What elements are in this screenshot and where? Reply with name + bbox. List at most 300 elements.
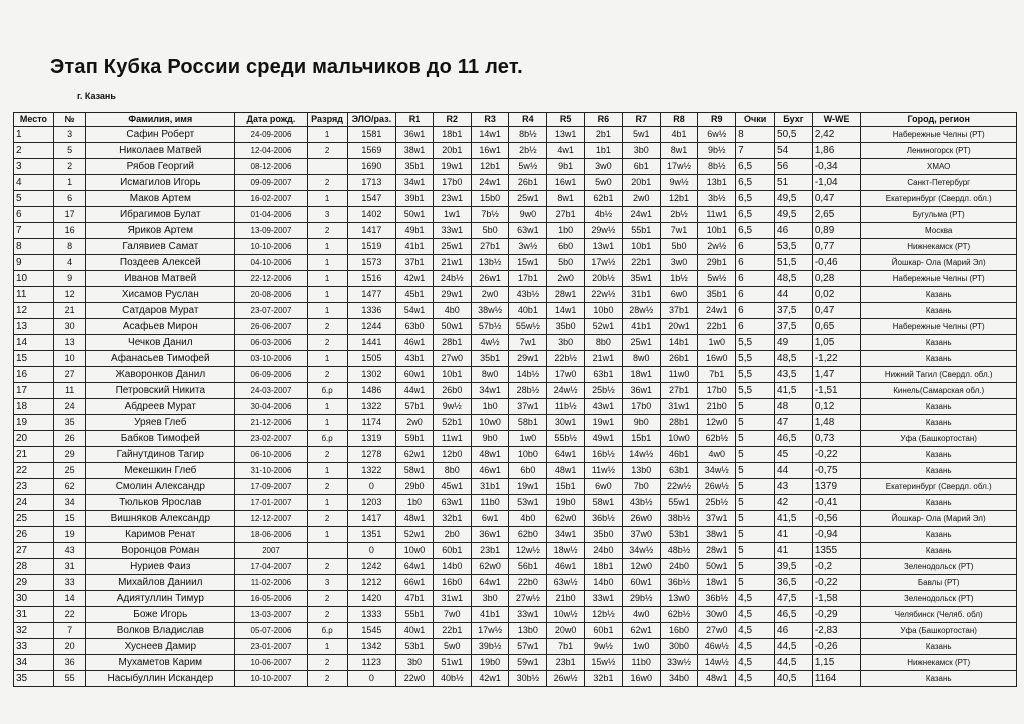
cell-points: 6 [736,271,775,287]
cell-round-1: 43b1 [396,351,434,367]
table-row [14,367,1017,383]
cell-birth-date: 10-10-2006 [235,239,307,255]
table-row [14,223,1017,239]
cell-round-7: 16w0 [622,671,660,687]
cell-number: 31 [53,559,85,575]
cell-player-name: Абдреев Мурат [86,399,235,415]
cell-round-6: 15w½ [585,655,623,671]
cell-birth-date: 16-05-2006 [235,591,307,607]
cell-round-5: 27b1 [547,207,585,223]
cell-place: 32 [14,623,54,639]
cell-w-we: 0,47 [812,303,861,319]
cell-round-6: 16b½ [585,447,623,463]
table-row [14,559,1017,575]
cell-round-8: 46b1 [660,447,698,463]
cell-place: 17 [14,383,54,399]
cell-number: 4 [53,255,85,271]
cell-round-5: 14w1 [547,303,585,319]
cell-round-5: 24w½ [547,383,585,399]
cell-elo: 1203 [347,495,396,511]
cell-round-8: 22w½ [660,479,698,495]
cell-birth-date: 17-04-2007 [235,559,307,575]
cell-player-name: Боже Игорь [86,607,235,623]
cell-number: 27 [53,367,85,383]
cell-round-4: 12w½ [509,543,547,559]
cell-birth-date: 06-09-2006 [235,367,307,383]
cell-round-8: 27b1 [660,383,698,399]
cell-round-1: 22w0 [396,671,434,687]
cell-round-6: 60b1 [585,623,623,639]
table-row [14,655,1017,671]
cell-buchholz: 46,5 [775,431,813,447]
cell-round-6: 21w1 [585,351,623,367]
cell-round-3: 36w1 [471,527,509,543]
cell-player-name: Маков Артем [86,191,235,207]
table-row [14,271,1017,287]
cell-round-1: 57b1 [396,399,434,415]
cell-round-4: 37w1 [509,399,547,415]
cell-points: 6,5 [736,207,775,223]
cell-rank: 2 [307,511,347,527]
cell-round-3: 11b0 [471,495,509,511]
table-row [14,591,1017,607]
cell-w-we: -1,58 [812,591,861,607]
cell-round-7: 1w0 [622,639,660,655]
cell-w-we: -0,46 [812,255,861,271]
cell-round-1: 52w1 [396,527,434,543]
cell-elo: 1486 [347,383,396,399]
cell-round-8: 28b1 [660,415,698,431]
cell-round-5: 5b0 [547,255,585,271]
cell-round-5: 46w1 [547,559,585,575]
cell-w-we: -0,56 [812,511,861,527]
cell-place: 35 [14,671,54,687]
table-row [14,431,1017,447]
cell-round-2: 33w1 [433,223,471,239]
cell-points: 5 [736,575,775,591]
cell-buchholz: 37,5 [775,303,813,319]
cell-number: 2 [53,159,85,175]
cell-round-4: 14b½ [509,367,547,383]
page-title: Этап Кубка России среди мальчиков до 11 лет. [50,56,523,78]
cell-round-2: 63w1 [433,495,471,511]
cell-place: 34 [14,655,54,671]
cell-city-region: Кинель(Самарская обл.) [861,383,1017,399]
cell-city-region: Уфа (Башкортостан) [861,431,1017,447]
cell-player-name: Каримов Ренат [86,527,235,543]
cell-round-6: 24b0 [585,543,623,559]
cell-rank: 2 [307,447,347,463]
cell-place: 6 [14,207,54,223]
cell-round-5: 1b0 [547,223,585,239]
cell-w-we: 1164 [812,671,861,687]
cell-rank: 3 [307,575,347,591]
cell-round-5: 9b1 [547,159,585,175]
table-row [14,335,1017,351]
cell-number: 13 [53,335,85,351]
cell-round-2: 5w0 [433,639,471,655]
cell-birth-date: 22-12-2006 [235,271,307,287]
cell-round-9: 18w1 [698,575,736,591]
cell-birth-date: 13-09-2007 [235,223,307,239]
cell-elo: 1441 [347,335,396,351]
cell-rank: 3 [307,207,347,223]
cell-round-8: 3w0 [660,255,698,271]
cell-round-7: 41b1 [622,319,660,335]
cell-rank: 2 [307,335,347,351]
cell-round-6: 13w1 [585,239,623,255]
table-row [14,543,1017,559]
cell-round-5: 17w0 [547,367,585,383]
column-header-birth-date: Дата рожд. [235,113,307,127]
cell-place: 25 [14,511,54,527]
cell-round-5: 10w½ [547,607,585,623]
cell-round-7: 14w½ [622,447,660,463]
cell-rank [307,159,347,175]
cell-player-name: Вишняков Александр [86,511,235,527]
cell-round-6: 25b½ [585,383,623,399]
cell-place: 2 [14,143,54,159]
cell-round-6: 63b1 [585,367,623,383]
cell-birth-date: 03-10-2006 [235,351,307,367]
cell-round-4: 2b½ [509,143,547,159]
cell-player-name: Михайлов Даниил [86,575,235,591]
cell-round-9: 30w0 [698,607,736,623]
cell-buchholz: 46,5 [775,607,813,623]
cell-round-2: 17b0 [433,175,471,191]
cell-round-3: 4w½ [471,335,509,351]
cell-round-3: 35b1 [471,351,509,367]
cell-w-we: 0,02 [812,287,861,303]
cell-elo: 1519 [347,239,396,255]
cell-elo: 1322 [347,399,396,415]
cell-round-4: 13b0 [509,623,547,639]
cell-round-9: 34w½ [698,463,736,479]
cell-player-name: Галявиев Самат [86,239,235,255]
cell-city-region: ХМАО [861,159,1017,175]
cell-elo: 1713 [347,175,396,191]
cell-round-3: 27b1 [471,239,509,255]
cell-rank: 1 [307,463,347,479]
cell-round-4: 59w1 [509,655,547,671]
cell-rank: 2 [307,607,347,623]
cell-points: 5 [736,559,775,575]
cell-buchholz: 53,5 [775,239,813,255]
cell-round-1: 38w1 [396,143,434,159]
cell-number: 16 [53,223,85,239]
cell-city-region: Казань [861,287,1017,303]
cell-player-name: Сатдаров Мурат [86,303,235,319]
cell-buchholz: 54 [775,143,813,159]
cell-elo: 1278 [347,447,396,463]
cell-round-6: 17w½ [585,255,623,271]
cell-city-region: Нижний Тагил (Свердл. обл.) [861,367,1017,383]
column-header-round-6: R6 [585,113,623,127]
cell-birth-date: 18-06-2006 [235,527,307,543]
cell-elo: 1351 [347,527,396,543]
cell-round-1: 41b1 [396,239,434,255]
cell-elo: 1242 [347,559,396,575]
cell-round-2: 4b0 [433,303,471,319]
cell-elo: 1690 [347,159,396,175]
cell-round-1: 2w0 [396,415,434,431]
column-header-round-8: R8 [660,113,698,127]
cell-buchholz: 43 [775,479,813,495]
cell-city-region: Казань [861,671,1017,687]
cell-round-5: 11b½ [547,399,585,415]
cell-round-2: 2b0 [433,527,471,543]
cell-number: 35 [53,415,85,431]
cell-number: 62 [53,479,85,495]
cell-round-9: 4w0 [698,447,736,463]
cell-round-6: 8b0 [585,335,623,351]
cell-buchholz: 44 [775,463,813,479]
cell-city-region: Казань [861,639,1017,655]
cell-place: 10 [14,271,54,287]
cell-rank: 2 [307,319,347,335]
cell-round-3: 5b0 [471,223,509,239]
table-row [14,607,1017,623]
cell-city-region: Бугульма (РТ) [861,207,1017,223]
cell-elo: 1417 [347,223,396,239]
cell-birth-date: 31-10-2006 [235,463,307,479]
cell-w-we: 0,77 [812,239,861,255]
cell-buchholz: 36,5 [775,575,813,591]
header-row [14,113,1017,127]
cell-elo: 1516 [347,271,396,287]
cell-buchholz: 48,5 [775,271,813,287]
cell-round-6: 22w½ [585,287,623,303]
cell-player-name: Афанасьев Тимофей [86,351,235,367]
cell-player-name: Мекешкин Глеб [86,463,235,479]
cell-round-8: 4b1 [660,127,698,143]
cell-points: 6,5 [736,175,775,191]
cell-round-3: 24w1 [471,175,509,191]
cell-city-region: Казань [861,495,1017,511]
cell-round-4: 56b1 [509,559,547,575]
table-row [14,239,1017,255]
cell-points: 6 [736,287,775,303]
cell-round-8: 8w1 [660,143,698,159]
cell-rank: 2 [307,367,347,383]
cell-points: 5 [736,447,775,463]
cell-round-6: 19w1 [585,415,623,431]
cell-round-8: 10w0 [660,431,698,447]
cell-buchholz: 42 [775,495,813,511]
cell-round-3: 9b0 [471,431,509,447]
cell-points: 5 [736,431,775,447]
cell-round-2: 29w1 [433,287,471,303]
cell-buchholz: 39,5 [775,559,813,575]
cell-w-we: 2,42 [812,127,861,143]
cell-city-region: Бавлы (РТ) [861,575,1017,591]
cell-round-2: 8b0 [433,463,471,479]
cell-player-name: Уряев Глеб [86,415,235,431]
cell-round-9: 8b½ [698,159,736,175]
cell-round-4: 43b½ [509,287,547,303]
cell-round-1: 42w1 [396,271,434,287]
cell-round-3: 13b½ [471,255,509,271]
cell-round-9: 12w0 [698,415,736,431]
cell-w-we: 1,48 [812,415,861,431]
cell-round-8: 14b1 [660,335,698,351]
cell-number: 9 [53,271,85,287]
cell-buchholz: 40,5 [775,671,813,687]
cell-points: 8 [736,127,775,143]
cell-round-7: 10b1 [622,239,660,255]
cell-w-we: 1355 [812,543,861,559]
cell-round-1: 46w1 [396,335,434,351]
cell-elo: 1505 [347,351,396,367]
cell-points: 6,5 [736,223,775,239]
cell-round-7: 37w0 [622,527,660,543]
cell-round-3: 6w1 [471,511,509,527]
cell-rank: 1 [307,271,347,287]
cell-rank: 2 [307,671,347,687]
cell-round-8: 17w½ [660,159,698,175]
cell-round-9: 27w0 [698,623,736,639]
cell-round-1: 29b0 [396,479,434,495]
cell-player-name: Яриков Артем [86,223,235,239]
cell-birth-date: 17-09-2007 [235,479,307,495]
cell-round-9: 24w1 [698,303,736,319]
column-header-round-4: R4 [509,113,547,127]
cell-birth-date: 06-03-2006 [235,335,307,351]
cell-birth-date: 17-01-2007 [235,495,307,511]
cell-round-6: 29w½ [585,223,623,239]
column-header-city-region: Город, регион [861,113,1017,127]
cell-round-9: 50w1 [698,559,736,575]
cell-round-2: 14b0 [433,559,471,575]
cell-round-7: 4w0 [622,607,660,623]
cell-round-7: 25w1 [622,335,660,351]
cell-number: 21 [53,303,85,319]
cell-round-2: 31w1 [433,591,471,607]
cell-round-1: 37b1 [396,255,434,271]
table-row [14,447,1017,463]
cell-round-3: 38w½ [471,303,509,319]
cell-points: 5 [736,495,775,511]
cell-player-name: Мухаметов Карим [86,655,235,671]
cell-birth-date: 26-06-2007 [235,319,307,335]
cell-round-3: 34w1 [471,383,509,399]
cell-player-name: Адиятуллин Тимур [86,591,235,607]
cell-round-5: 15b1 [547,479,585,495]
cell-round-4: 7w1 [509,335,547,351]
column-header-elo: ЭЛО/раз. [347,113,396,127]
cell-city-region: Санкт-Петербург [861,175,1017,191]
column-header-round-7: R7 [622,113,660,127]
cell-buchholz: 46 [775,223,813,239]
cell-round-5: 55b½ [547,431,585,447]
table-row [14,623,1017,639]
cell-rank: 1 [307,127,347,143]
cell-round-6: 33w1 [585,591,623,607]
cell-round-8: 62b½ [660,607,698,623]
cell-birth-date: 12-12-2007 [235,511,307,527]
cell-rank: 1 [307,415,347,431]
cell-round-8: 63b1 [660,463,698,479]
cell-round-2: 18b1 [433,127,471,143]
cell-round-6: 18b1 [585,559,623,575]
cell-round-8: 6w0 [660,287,698,303]
cell-buchholz: 56 [775,159,813,175]
column-header-round-5: R5 [547,113,585,127]
cell-round-6: 4b½ [585,207,623,223]
cell-round-5: 18w½ [547,543,585,559]
cell-round-8: 31w1 [660,399,698,415]
cell-round-8: 9w½ [660,175,698,191]
cell-round-5: 4w1 [547,143,585,159]
cell-round-6: 6w0 [585,479,623,495]
table-row [14,383,1017,399]
cell-round-9: 3b½ [698,191,736,207]
cell-round-1: 34w1 [396,175,434,191]
cell-round-9: 1w0 [698,335,736,351]
cell-round-2: 22b1 [433,623,471,639]
cell-elo: 1302 [347,367,396,383]
cell-w-we: 2,65 [812,207,861,223]
cell-w-we: 0,65 [812,319,861,335]
cell-elo: 1342 [347,639,396,655]
cell-round-3: 19b0 [471,655,509,671]
cell-round-5: 3b0 [547,335,585,351]
cell-player-name: Исмагилов Игорь [86,175,235,191]
cell-round-1: 44w1 [396,383,434,399]
table-row [14,287,1017,303]
cell-city-region: Казань [861,527,1017,543]
cell-round-9: 11w1 [698,207,736,223]
cell-rank: 2 [307,175,347,191]
cell-round-4: 17b1 [509,271,547,287]
table-row [14,639,1017,655]
cell-elo: 0 [347,671,396,687]
cell-round-9: 29b1 [698,255,736,271]
cell-round-9: 13b1 [698,175,736,191]
cell-elo: 1417 [347,511,396,527]
cell-round-9: 21b0 [698,399,736,415]
cell-number: 29 [53,447,85,463]
cell-round-8: 26b1 [660,351,698,367]
cell-round-2: 12b0 [433,447,471,463]
cell-place: 13 [14,319,54,335]
cell-birth-date: 10-10-2007 [235,671,307,687]
cell-round-4: 63w1 [509,223,547,239]
cell-round-7: 9b0 [622,415,660,431]
table-row [14,207,1017,223]
cell-round-5: 35b0 [547,319,585,335]
cell-round-8: 2b½ [660,207,698,223]
cell-w-we: 1,05 [812,335,861,351]
cell-city-region: Екатеринбург (Свердл. обл.) [861,191,1017,207]
cell-round-7: 17b0 [622,399,660,415]
cell-points: 5 [736,527,775,543]
cell-player-name: Поздеев Алексей [86,255,235,271]
cell-number: 26 [53,431,85,447]
cell-w-we: -0,34 [812,159,861,175]
cell-round-7: 12w0 [622,559,660,575]
cell-round-6: 11w½ [585,463,623,479]
cell-round-3: 31b1 [471,479,509,495]
cell-round-8: 38b½ [660,511,698,527]
cell-round-1: 50w1 [396,207,434,223]
cell-round-2: 60b1 [433,543,471,559]
cell-round-3: 39b½ [471,639,509,655]
cell-city-region: Казань [861,415,1017,431]
cell-round-6: 14b0 [585,575,623,591]
cell-player-name: Чечков Данил [86,335,235,351]
cell-points: 5 [736,511,775,527]
